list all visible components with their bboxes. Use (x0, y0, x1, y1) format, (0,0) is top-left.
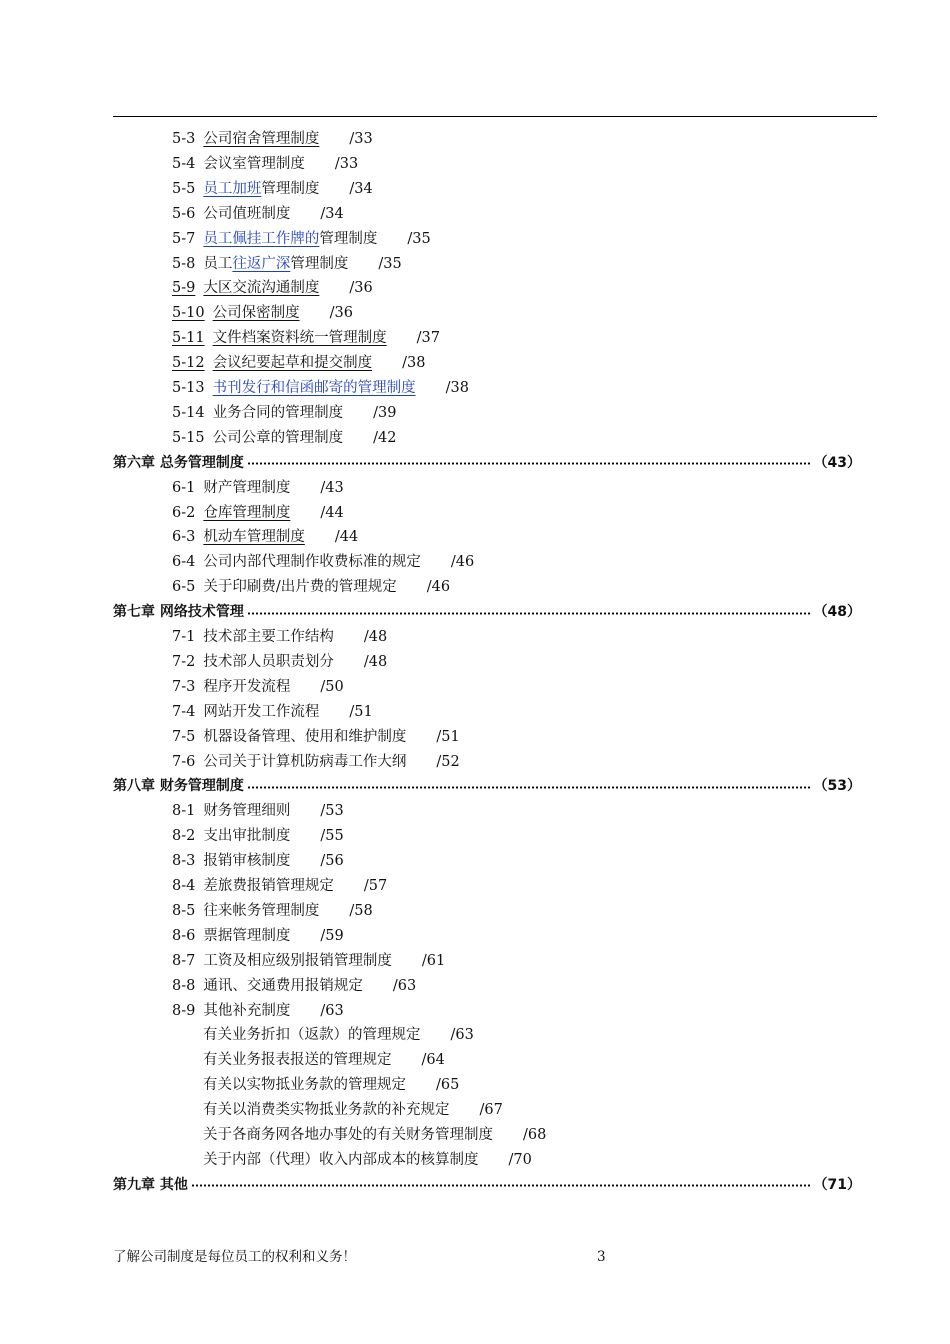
entry-title-text: 机动车管理制度 (203, 529, 305, 546)
entry-title-text: 技术部主要工作结构 (203, 629, 334, 645)
entry-title-text: 网站开发工作流程 (203, 703, 320, 720)
toc-subentry[interactable] (203, 1148, 532, 1172)
entry-page: /68 (523, 1127, 547, 1143)
entry-title (203, 754, 406, 770)
entry-title-text: 公司宿舍管理制度 (203, 131, 320, 147)
entry-number: 5-13 (172, 380, 205, 396)
toc-entry[interactable] (172, 824, 344, 848)
entry-title (213, 305, 300, 321)
entry-page: /44 (334, 529, 359, 546)
entry-page: /33 (349, 131, 373, 147)
toc-entry[interactable] (172, 301, 353, 325)
entry-title-text: 公司关于计算机防病毒工作大纲 (203, 753, 407, 770)
chapter-title: 第六章 总务管理制度 (113, 454, 244, 471)
entry-title-text: 通讯、交通费用报销规定 (203, 977, 363, 994)
entry-title-text: 有关以消费类实物抵业务款的补充规定 (203, 1102, 450, 1119)
entry-number: 8-6 (172, 927, 196, 944)
entry-number: 8-9 (172, 1002, 196, 1019)
entry-page: /52 (436, 753, 460, 770)
entry-title (203, 579, 396, 595)
entry-title-text: 管理制度 (319, 230, 378, 247)
entry-title (203, 1127, 493, 1143)
entry-page: /35 (407, 230, 431, 247)
entry-title-link[interactable]: 往返广深 (232, 255, 291, 272)
entry-title-text: 支出审批制度 (203, 828, 291, 845)
entry-page: /64 (421, 1052, 445, 1069)
entry-title-text: 公司公章的管理制度 (212, 429, 344, 446)
entry-number: 7-5 (172, 728, 196, 745)
entry-number: 5-7 (172, 230, 196, 247)
chapter-page: （43） (813, 454, 861, 471)
entry-number: 8-5 (172, 902, 196, 919)
toc-entry[interactable] (172, 152, 358, 176)
toc-entry[interactable] (172, 625, 387, 649)
toc-entry[interactable] (172, 525, 358, 549)
entry-page: /50 (320, 678, 344, 695)
entry-title-link[interactable]: 书刊发行和信函邮寄的管理制度 (212, 380, 416, 396)
entry-title (203, 679, 290, 695)
entry-title (203, 1003, 290, 1019)
entry-page: /38 (445, 380, 469, 396)
chapter-title: 第九章 其他 (113, 1176, 188, 1193)
toc-entry[interactable] (172, 949, 445, 973)
entry-page: /48 (363, 653, 388, 670)
entry-page: /33 (334, 155, 359, 172)
leader-dots (247, 462, 810, 465)
entry-title-text: 关于各商务网各地办事处的有关财务管理制度 (203, 1127, 493, 1143)
chapter-title: 第七章 网络技术管理 (113, 604, 244, 621)
entry-title (203, 953, 392, 969)
entry-number: 8-8 (172, 977, 196, 994)
toc-entry[interactable] (172, 725, 460, 749)
entry-title-text: 管理制度 (290, 255, 349, 272)
footer-page-number: 3 (597, 1249, 606, 1265)
entry-number: 6-2 (172, 504, 196, 521)
entry-page: /38 (402, 355, 426, 372)
entry-title-text: 公司内部代理制作收费标准的规定 (203, 554, 421, 571)
entry-page: /36 (329, 305, 353, 322)
entry-page: /39 (373, 404, 397, 421)
entry-number: 8-2 (172, 828, 196, 845)
entry-number: 5-8 (172, 255, 196, 272)
entry-title-text: 有关业务报表报送的管理规定 (203, 1052, 392, 1069)
entry-page: /56 (320, 853, 344, 870)
toc-entry[interactable] (172, 974, 416, 998)
entry-title (203, 280, 319, 296)
entry-title (203, 654, 334, 670)
entry-title (203, 480, 290, 496)
toc-entry[interactable] (172, 874, 387, 898)
entry-title-text: 其他补充制度 (203, 1002, 291, 1019)
entry-page: /44 (320, 504, 344, 521)
entry-title (203, 828, 290, 844)
chapter-page: （48） (813, 604, 861, 621)
entry-title-text: 技术部人员职责划分 (203, 653, 334, 670)
entry-page: /57 (363, 878, 388, 894)
entry-title-text: 仓库管理制度 (203, 504, 291, 521)
entry-title (203, 131, 319, 147)
toc-chapter[interactable] (113, 1173, 861, 1197)
entry-title-text: 员工 (203, 255, 233, 272)
toc-entry[interactable] (172, 276, 373, 300)
entry-title (213, 355, 373, 371)
entry-title (203, 206, 290, 222)
entry-page: /65 (436, 1077, 460, 1094)
chapter-title: 第八章 财务管理制度 (113, 778, 244, 795)
entry-title (203, 928, 290, 944)
toc-entry[interactable] (172, 376, 469, 400)
entry-number: 5-12 (172, 355, 205, 372)
entry-number: 5-3 (172, 131, 196, 147)
entry-page: /43 (320, 479, 344, 496)
leader-dots (191, 1184, 810, 1187)
entry-title (203, 878, 334, 894)
toc-entry[interactable] (172, 326, 440, 350)
entry-title (213, 380, 416, 396)
entry-title (203, 256, 348, 272)
entry-title-text: 财务管理细则 (203, 803, 291, 820)
entry-number: 5-14 (172, 404, 205, 421)
entry-number: 6-3 (172, 529, 196, 546)
entry-number: 5-9 (172, 280, 196, 297)
entry-title-link[interactable]: 员工加班 (203, 180, 262, 197)
toc-entry[interactable] (172, 401, 396, 425)
entry-title (203, 853, 290, 869)
entry-number: 8-7 (172, 952, 196, 969)
entry-title (203, 803, 290, 819)
toc-chapter[interactable] (113, 774, 861, 798)
entry-number: 7-2 (172, 653, 196, 670)
entry-title-text: 会议室管理制度 (203, 155, 305, 172)
entry-number: 7-3 (172, 678, 196, 695)
entry-title (203, 505, 290, 521)
entry-page: /46 (426, 579, 451, 596)
entry-title (203, 903, 319, 919)
toc-entry[interactable] (172, 799, 344, 823)
entry-title-text: 往来帐务管理制度 (203, 902, 320, 919)
chapter-page: （53） (813, 778, 861, 795)
entry-title-text: 文件档案资料统一管理制度 (212, 330, 387, 347)
entry-number: 6-4 (172, 554, 196, 571)
entry-number: 6-5 (172, 579, 196, 596)
toc-entry[interactable] (172, 575, 450, 599)
entry-title (213, 405, 344, 421)
entry-title-text: 关于内部（代理）收入内部成本的核算制度 (203, 1151, 479, 1168)
toc-entry[interactable] (172, 227, 431, 251)
entry-title-text: 关于印刷费/出片费的管理规定 (203, 579, 397, 596)
entry-title (213, 430, 344, 446)
entry-number: 5-10 (172, 305, 205, 322)
entry-title-text: 工资及相应级别报销管理制度 (203, 952, 392, 969)
entry-title (203, 629, 334, 645)
entry-title (203, 529, 305, 545)
chapter-page: （71） (813, 1176, 861, 1193)
entry-page: /34 (349, 180, 373, 197)
entry-number: 7-6 (172, 753, 196, 770)
toc-entry[interactable] (172, 550, 474, 574)
toc-entry[interactable] (172, 127, 373, 151)
footer-motto: 了解公司制度是每位员工的权利和义务！ (113, 1249, 356, 1265)
entry-title-text: 程序开发流程 (203, 678, 291, 695)
entry-number: 6-1 (172, 479, 196, 496)
entry-title (203, 1052, 392, 1068)
entry-number: 5-11 (172, 330, 205, 347)
toc-entry[interactable] (172, 924, 344, 948)
entry-title-text: 票据管理制度 (203, 927, 291, 944)
toc-entry[interactable] (172, 252, 402, 276)
entry-page: /70 (508, 1151, 532, 1168)
entry-title-text: 业务合同的管理制度 (212, 404, 344, 421)
entry-title (203, 156, 305, 172)
toc-chapter[interactable] (113, 451, 861, 475)
entry-page: /67 (479, 1102, 503, 1119)
entry-page: /48 (363, 629, 388, 645)
entry-number: 8-4 (172, 878, 196, 894)
entry-title-text: 差旅费报销管理规定 (203, 878, 334, 894)
entry-number: 7-1 (172, 629, 196, 645)
entry-number: 5-6 (172, 205, 196, 222)
entry-title-text: 公司值班制度 (203, 205, 291, 222)
entry-title (213, 330, 387, 346)
entry-page: /63 (320, 1002, 344, 1019)
leader-dots (247, 612, 810, 615)
toc-entry[interactable] (172, 700, 373, 724)
entry-title (203, 554, 421, 570)
entry-number: 8-1 (172, 803, 196, 820)
entry-page: /55 (320, 828, 344, 845)
toc-chapter[interactable] (113, 600, 861, 624)
entry-title-text: 管理制度 (261, 180, 320, 197)
entry-page: /63 (392, 977, 417, 994)
entry-page: /53 (320, 803, 344, 820)
toc-entry[interactable] (172, 426, 396, 450)
toc-subentry[interactable] (203, 1048, 445, 1072)
toc-entry[interactable] (172, 476, 344, 500)
entry-number: 5-15 (172, 429, 205, 446)
entry-page: /63 (450, 1027, 474, 1044)
entry-number: 5-4 (172, 155, 196, 172)
toc-entry[interactable] (172, 650, 387, 674)
toc-entry[interactable] (172, 675, 344, 699)
leader-dots (247, 786, 810, 789)
entry-title-link[interactable]: 员工佩挂工作牌的 (203, 230, 320, 247)
toc-subentry[interactable] (203, 1023, 474, 1047)
entry-page: /59 (320, 927, 344, 944)
entry-page: /35 (378, 255, 402, 272)
entry-number: 7-4 (172, 703, 196, 720)
entry-title-text: 有关以实物抵业务款的管理规定 (203, 1077, 406, 1094)
entry-page: /51 (349, 703, 373, 720)
entry-title-text: 财产管理制度 (203, 479, 291, 496)
entry-title (203, 704, 319, 720)
entry-title-text: 公司保密制度 (212, 305, 300, 322)
entry-title-text: 大区交流沟通制度 (203, 280, 320, 297)
toc-subentry[interactable] (203, 1073, 459, 1097)
toc-entry[interactable] (172, 202, 344, 226)
toc-entry[interactable] (172, 849, 344, 873)
entry-page: /37 (416, 330, 440, 347)
entry-title (203, 729, 406, 745)
entry-title (203, 231, 377, 247)
toc-entry[interactable] (172, 999, 344, 1023)
entry-title (203, 978, 363, 994)
header-rule (113, 116, 877, 117)
entry-page: /51 (436, 728, 460, 745)
entry-title (203, 1102, 450, 1118)
entry-title (203, 1077, 406, 1093)
entry-title-text: 会议纪要起草和提交制度 (212, 355, 373, 372)
entry-title (203, 1027, 421, 1043)
toc-entry[interactable] (172, 750, 460, 774)
entry-title (203, 181, 319, 197)
entry-page: /36 (349, 280, 373, 297)
entry-page: /58 (349, 902, 373, 919)
entry-title (203, 1152, 479, 1168)
toc-subentry[interactable] (203, 1098, 503, 1122)
entry-title-text: 报销审核制度 (203, 853, 291, 870)
entry-page: /42 (373, 429, 397, 446)
toc-subentry[interactable] (203, 1123, 546, 1147)
entry-number: 8-3 (172, 853, 196, 870)
entry-page: /34 (320, 205, 344, 222)
entry-page: /46 (450, 554, 475, 571)
entry-title-text: 机器设备管理、使用和维护制度 (203, 728, 407, 745)
toc-entry[interactable] (172, 351, 425, 375)
toc-entry[interactable] (172, 899, 373, 923)
entry-number: 5-5 (172, 180, 196, 197)
toc-entry[interactable] (172, 501, 344, 525)
entry-title-text: 有关业务折扣（返款）的管理规定 (203, 1027, 421, 1044)
entry-page: /61 (421, 952, 446, 969)
toc-entry[interactable] (172, 177, 373, 201)
